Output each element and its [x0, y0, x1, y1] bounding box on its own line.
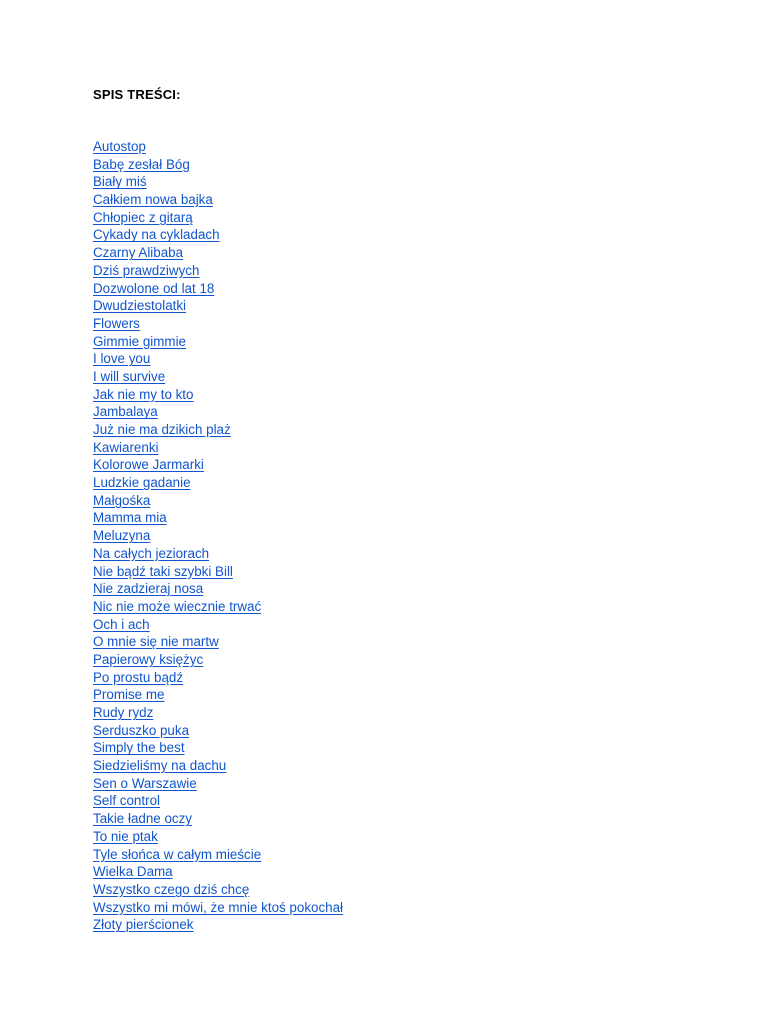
toc-link[interactable]: Sen o Warszawie — [93, 775, 197, 791]
toc-link[interactable]: Meluzyna — [93, 528, 151, 544]
toc-link[interactable]: Dozwolone od lat 18 — [93, 280, 215, 296]
toc-link[interactable]: Czarny Alibaba — [93, 245, 184, 261]
toc-link[interactable]: Jambalaya — [93, 404, 158, 420]
toc-item — [93, 315, 343, 333]
toc-item — [93, 333, 343, 351]
toc-item — [93, 226, 343, 244]
toc-link[interactable]: Flowers — [93, 315, 140, 331]
toc-link[interactable]: O mnie się nie martw — [93, 634, 219, 650]
toc-item — [93, 846, 343, 864]
toc-item — [93, 209, 343, 227]
toc-link[interactable]: Całkiem nowa bajka — [93, 192, 213, 208]
toc-item — [93, 527, 343, 545]
toc-item — [93, 899, 343, 917]
toc-link[interactable]: Takie ładne oczy — [93, 811, 192, 827]
toc-item — [93, 863, 343, 881]
toc-link[interactable]: Nie bądź taki szybki Bill — [93, 563, 233, 579]
toc-link[interactable]: Po prostu bądź — [93, 669, 184, 685]
toc-list — [93, 138, 343, 934]
toc-item — [93, 456, 343, 474]
toc-link[interactable]: Biały miś — [93, 174, 147, 190]
toc-link[interactable]: Serduszko puka — [93, 722, 190, 738]
toc-item — [93, 191, 343, 209]
toc-link[interactable]: Wszystko czego dziś chcę — [93, 881, 250, 897]
toc-link[interactable]: Rudy rydz — [93, 705, 154, 720]
toc-link[interactable]: I will survive — [93, 368, 166, 384]
toc-link[interactable]: Wszystko mi mówi, że mnie ktoś pokochał — [93, 899, 344, 915]
toc-link[interactable]: Gimmie gimmie — [93, 333, 186, 349]
toc-item — [93, 722, 343, 740]
toc-item — [93, 633, 343, 651]
toc-item — [93, 792, 343, 810]
toc-item — [93, 563, 343, 581]
toc-item — [93, 262, 343, 280]
toc-link[interactable]: Już nie ma dzikich plaż — [93, 422, 231, 437]
toc-link[interactable]: Wielka Dama — [93, 864, 173, 880]
toc-item — [93, 244, 343, 262]
toc-item — [93, 138, 343, 156]
toc-item — [93, 669, 343, 687]
toc-item — [93, 509, 343, 527]
toc-item — [93, 757, 343, 775]
toc-item — [93, 297, 343, 315]
toc-item — [93, 156, 343, 174]
toc-item — [93, 881, 343, 899]
toc-link[interactable]: Self control — [93, 793, 160, 809]
toc-link[interactable]: Autostop — [93, 139, 146, 154]
toc-item — [93, 704, 343, 722]
toc-item — [93, 616, 343, 634]
toc-item — [93, 598, 343, 616]
toc-item — [93, 580, 343, 598]
toc-item — [93, 173, 343, 191]
toc-link[interactable]: Och i ach — [93, 616, 150, 632]
toc-link[interactable]: Papierowy księżyc — [93, 651, 204, 667]
toc-item — [93, 545, 343, 563]
toc-link[interactable]: Dwudziestolatki — [93, 298, 187, 314]
toc-link[interactable]: Siedzieliśmy na dachu — [93, 758, 227, 774]
toc-link[interactable]: Promise me — [93, 687, 165, 703]
toc-link[interactable]: Na całych jeziorach — [93, 545, 210, 561]
toc-link[interactable]: Chłopiec z gitarą — [93, 209, 193, 225]
toc-link[interactable]: Jak nie my to kto — [93, 386, 194, 402]
toc-item — [93, 686, 343, 704]
toc-item — [93, 916, 343, 934]
toc-link[interactable]: Nie zadzieraj nosa — [93, 581, 204, 597]
toc-link[interactable]: Małgośka — [93, 492, 151, 508]
toc-item — [93, 474, 343, 492]
toc-link[interactable]: Złoty pierścionek — [93, 917, 194, 933]
toc-link[interactable]: Kolorowe Jarmarki — [93, 457, 204, 473]
toc-item — [93, 280, 343, 298]
toc-item — [93, 350, 343, 368]
toc-item — [93, 775, 343, 793]
toc-item — [93, 828, 343, 846]
toc-item — [93, 403, 343, 421]
toc-link[interactable]: Mamma mia — [93, 510, 167, 526]
toc-link[interactable]: Kawiarenki — [93, 439, 159, 455]
toc-item — [93, 386, 343, 404]
toc-item — [93, 421, 343, 439]
toc-item — [93, 651, 343, 669]
toc-link[interactable]: To nie ptak — [93, 828, 158, 844]
toc-item — [93, 368, 343, 386]
toc-link[interactable]: Ludzkie gadanie — [93, 475, 191, 491]
document-page — [93, 86, 733, 933]
toc-link[interactable]: Simply the best — [93, 740, 185, 756]
toc-title: SPIS TREŚCI: — [93, 87, 181, 102]
toc-link[interactable]: Nic nie może wiecznie trwać — [93, 598, 262, 614]
toc-item — [93, 492, 343, 510]
toc-item — [93, 810, 343, 828]
toc-item — [93, 439, 343, 457]
toc-link[interactable]: Cykady na cykladach — [93, 227, 220, 243]
toc-item — [93, 739, 343, 757]
toc-link[interactable]: Tyle słońca w całym mieście — [93, 846, 262, 862]
toc-link[interactable]: Dziś prawdziwych — [93, 262, 200, 278]
toc-link[interactable]: I love you — [93, 351, 151, 367]
toc-link[interactable]: Babę zesłał Bóg — [93, 156, 190, 172]
